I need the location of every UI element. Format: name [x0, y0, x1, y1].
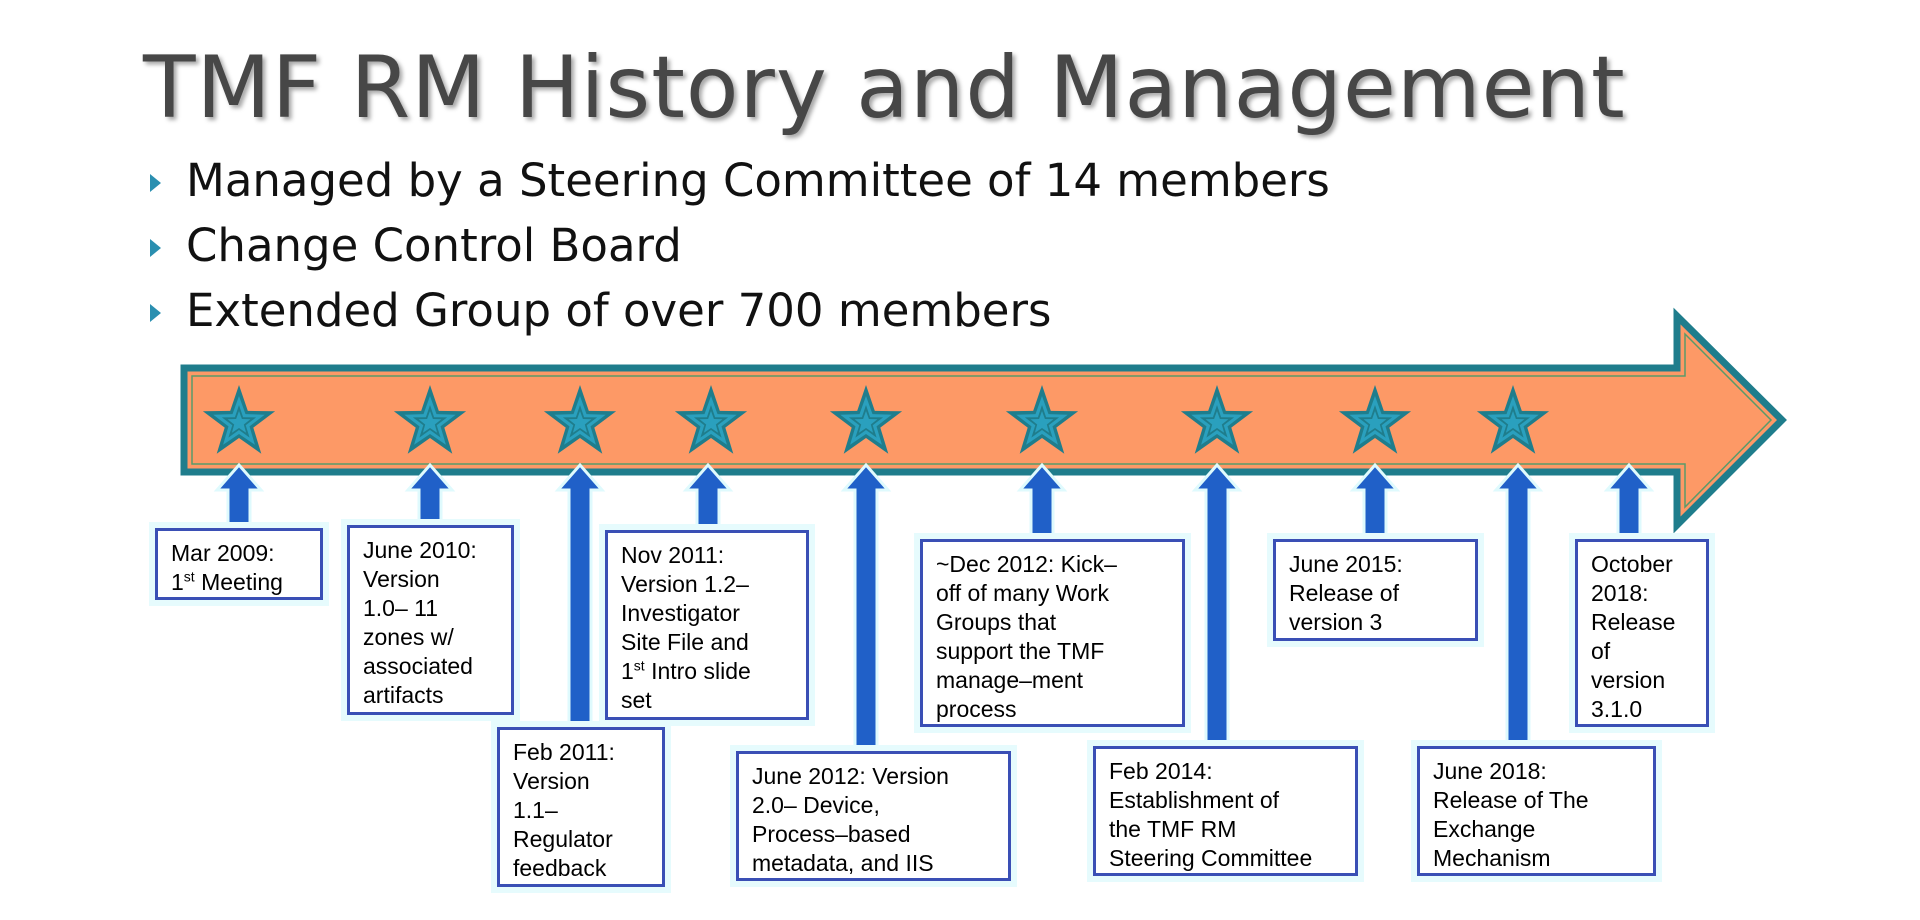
bullet-text: Change Control Board	[186, 219, 682, 272]
milestone-text: Steering Committee	[1109, 845, 1313, 871]
milestone-text: Release of The	[1433, 787, 1589, 813]
milestone-text: manage–ment	[936, 667, 1084, 693]
milestone-text: version 3	[1289, 609, 1383, 635]
milestone-text: Establishment of	[1109, 787, 1280, 813]
milestone-text: Process–based	[752, 821, 911, 847]
milestone-text: associated	[363, 653, 473, 679]
milestone-text: Nov 2011:	[621, 542, 725, 568]
milestone-text: June 2012: Version	[752, 763, 949, 789]
milestone-text: version	[1591, 667, 1666, 693]
milestone-box	[497, 727, 665, 887]
milestone-text: 2018:	[1591, 580, 1649, 606]
slide-title: TMF RM History and Management	[143, 38, 1626, 138]
milestone-text: 1	[171, 569, 184, 595]
milestone-text: 1	[621, 658, 634, 684]
milestone-text: 1.0– 11	[363, 595, 439, 621]
milestone-box	[1575, 539, 1709, 727]
milestone-text: June 2018:	[1433, 758, 1547, 784]
milestone-box	[920, 539, 1185, 727]
milestone-box	[1273, 539, 1478, 641]
milestone-text: Intro slide	[644, 658, 751, 684]
milestone-text: Meeting	[194, 569, 283, 595]
milestone-box	[736, 751, 1011, 881]
milestone-text: 2.0– Device,	[752, 792, 880, 818]
milestone-text: Release of	[1289, 580, 1399, 606]
milestone-text: Version	[363, 566, 440, 592]
milestone-box	[1417, 746, 1656, 876]
milestone-box	[1093, 746, 1358, 876]
bullet-text: Extended Group of over 700 members	[186, 284, 1052, 337]
milestone-text: Regulator	[513, 826, 613, 852]
milestone-text: 3.1.0	[1591, 696, 1643, 722]
milestone-text: support the TMF	[936, 638, 1105, 664]
pointer-arrow	[1353, 465, 1397, 539]
milestone-text: Mechanism	[1433, 845, 1551, 871]
milestone-text: 1.1–	[513, 797, 558, 823]
milestone-text: artifacts	[363, 682, 444, 708]
milestone-text: Feb 2011:	[513, 739, 615, 765]
pointer-arrow	[558, 465, 602, 727]
pointer-arrow	[1607, 465, 1651, 539]
milestone-text: June 2015:	[1289, 551, 1403, 577]
milestone-text: Version 1.2–	[621, 571, 749, 597]
milestone-text: October	[1591, 551, 1673, 577]
milestone-text: Site File and	[621, 629, 749, 655]
milestone-text: of	[1591, 638, 1611, 664]
milestone-text: June 2010:	[363, 537, 477, 563]
pointer-arrow	[844, 465, 888, 751]
milestone-text: set	[621, 687, 652, 713]
milestone-text: Mar 2009:	[171, 540, 275, 566]
milestone-box	[347, 525, 514, 715]
pointer-arrow	[1496, 465, 1540, 746]
milestone-text: process	[936, 696, 1017, 722]
milestone-text: Exchange	[1433, 816, 1536, 842]
milestone-box: Mar 2009: 1st Meeting	[155, 528, 323, 600]
milestone-text: metadata, and IIS	[752, 850, 934, 876]
milestone-text: ~Dec 2012: Kick–	[936, 551, 1117, 577]
milestone-text: Groups that	[936, 609, 1057, 635]
milestone-text: Feb 2014:	[1109, 758, 1213, 784]
milestone-text: off of many Work	[936, 580, 1109, 606]
pointer-arrow	[1195, 465, 1239, 746]
milestone-text: the TMF RM	[1109, 816, 1237, 842]
milestone-text: feedback	[513, 855, 607, 881]
milestone-text: Investigator	[621, 600, 740, 626]
milestone-text: zones w/	[363, 624, 454, 650]
pointer-arrow	[1020, 465, 1064, 539]
bullet-text: Managed by a Steering Committee of 14 members	[186, 154, 1330, 207]
milestone-text: Version	[513, 768, 590, 794]
milestone-box: Nov 2011: Version 1.2– Investigator Site File and 1st Intro slide set	[605, 530, 809, 720]
milestone-text: Release	[1591, 609, 1676, 635]
